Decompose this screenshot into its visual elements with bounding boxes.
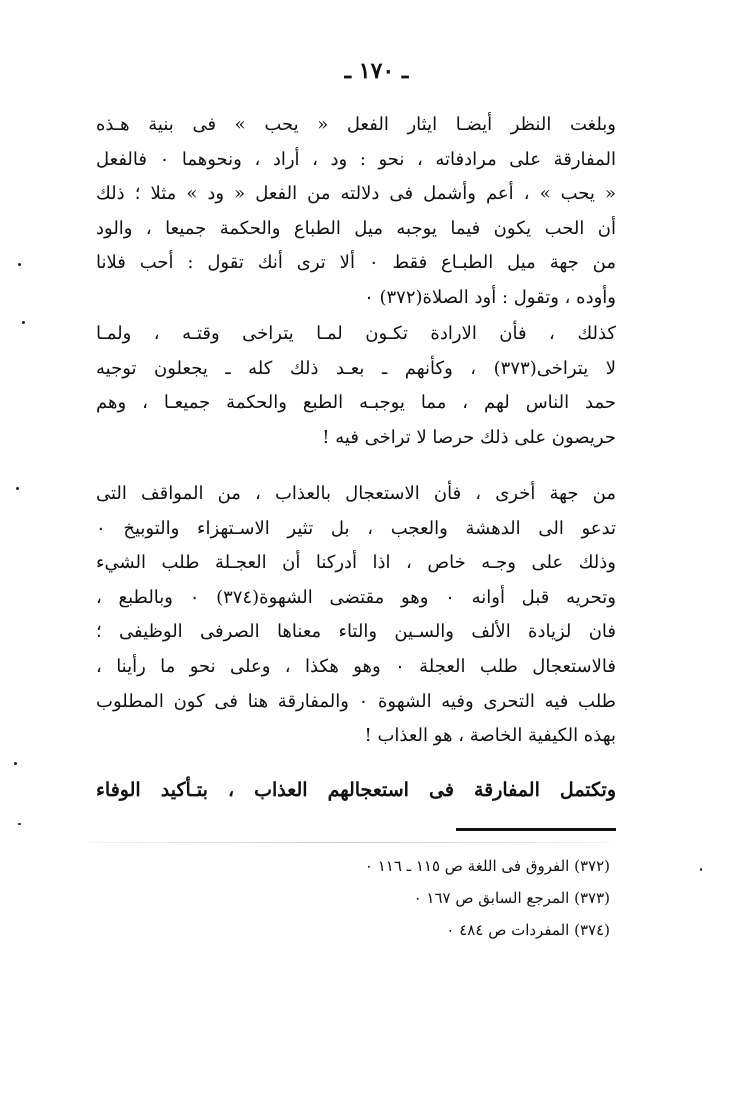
paragraph-4 <box>96 773 616 808</box>
text-line: لا يتراخى(٣٧٣) ، وكأنهم ـ بعـد ذلك كله ـ يجعلون توجيه <box>96 357 616 379</box>
text-line: من جهة أخرى ، فأن الاستعجال بالعذاب ، من المواقف التى <box>96 483 616 504</box>
text-line: حمد الناس لهم ، مما يوجبـه الطبع والحكمة جميعـا ، وهم <box>96 392 616 414</box>
text-line: فان لزيادة الألف والسـين والتاء معناها الصرفى الوظيفى ؛ <box>96 621 616 643</box>
scan-speck <box>700 868 702 871</box>
text-line: حريصون على ذلك حرصا لا تراخى فيه ! <box>322 426 616 448</box>
scan-speck <box>18 823 21 825</box>
paragraph-2 <box>96 317 616 455</box>
text-line: بهذه الكيفية الخاصة ، هو العذاب ! <box>364 725 616 747</box>
text-line: وتحريه قبل أوانه ٠ وهو مقتضى الشهوة(٣٧٤) ٠ وبالطبع ، <box>96 586 616 608</box>
paragraph-1 <box>96 108 616 316</box>
scan-speck <box>16 487 19 490</box>
text-line: من جهة ميل الطبـاع فقط ٠ ألا ترى أنك تقول : أحب فلانا <box>96 252 616 274</box>
footnote-divider <box>456 828 616 831</box>
scan-speck <box>18 263 21 266</box>
text-line: وتكتمل المفارقة فى استعجالهم العذاب ، بتـأكيد الوفاء <box>96 779 616 801</box>
text-line: المفارقة على مرادفاته ، نحو : ود ، أراد ، ونحوهما ٠ فالفعل <box>96 148 616 170</box>
page-number: ـ ١٧٠ ـ <box>344 58 409 84</box>
text-line: وأوده ، وتقول : أود الصلاة(٣٧٢) ٠ <box>364 286 616 308</box>
footnotes <box>300 850 610 946</box>
text-line: طلب فيه التحرى وفيه الشهوة ٠ والمفارقة هنا فى كون المطلوب <box>96 690 616 712</box>
scan-speck <box>22 321 25 324</box>
text-line: فالاستعجال طلب العجلة ٠ وهو هكذا ، وعلى نحو ما رأينا ، <box>96 655 616 677</box>
footnote-373: (٣٧٣) المرجع السابق ص ١٦٧ ٠ <box>413 889 610 907</box>
footnote-372: (٣٧٢) الفروق فى اللغة ص ١١٥ ـ ١١٦ ٠ <box>364 857 610 875</box>
text-line: كذلك ، فأن الارادة تكـون لمـا يتراخى وقتـه ، ولمـا <box>96 323 616 344</box>
text-line: « يحب » ، أعم وأشمل فى دلالته من الفعل « ود » مثلا ؛ ذلك <box>96 183 616 205</box>
text-line: أن الحب يكون فيما يوجبه ميل الطباع والحكمة جميعا ، والود <box>96 217 616 239</box>
paragraph-3 <box>96 477 616 754</box>
scan-speck <box>14 762 17 765</box>
text-line: تدعو الى الدهشة والعجب ، بل تثير الاسـتهزاء والتوبيخ ٠ <box>96 517 616 539</box>
scan-artifact-line <box>90 842 610 843</box>
text-line: وبلغت النظر أيضـا ايثار الفعل « يحب » فى بنية هـذه <box>96 114 616 135</box>
footnote-374: (٣٧٤) المفردات ص ٤٨٤ ٠ <box>446 921 610 939</box>
text-line: وذلك على وجـه خاص ، اذا أدركنا أن العجـلة طلب الشيء <box>96 552 616 574</box>
